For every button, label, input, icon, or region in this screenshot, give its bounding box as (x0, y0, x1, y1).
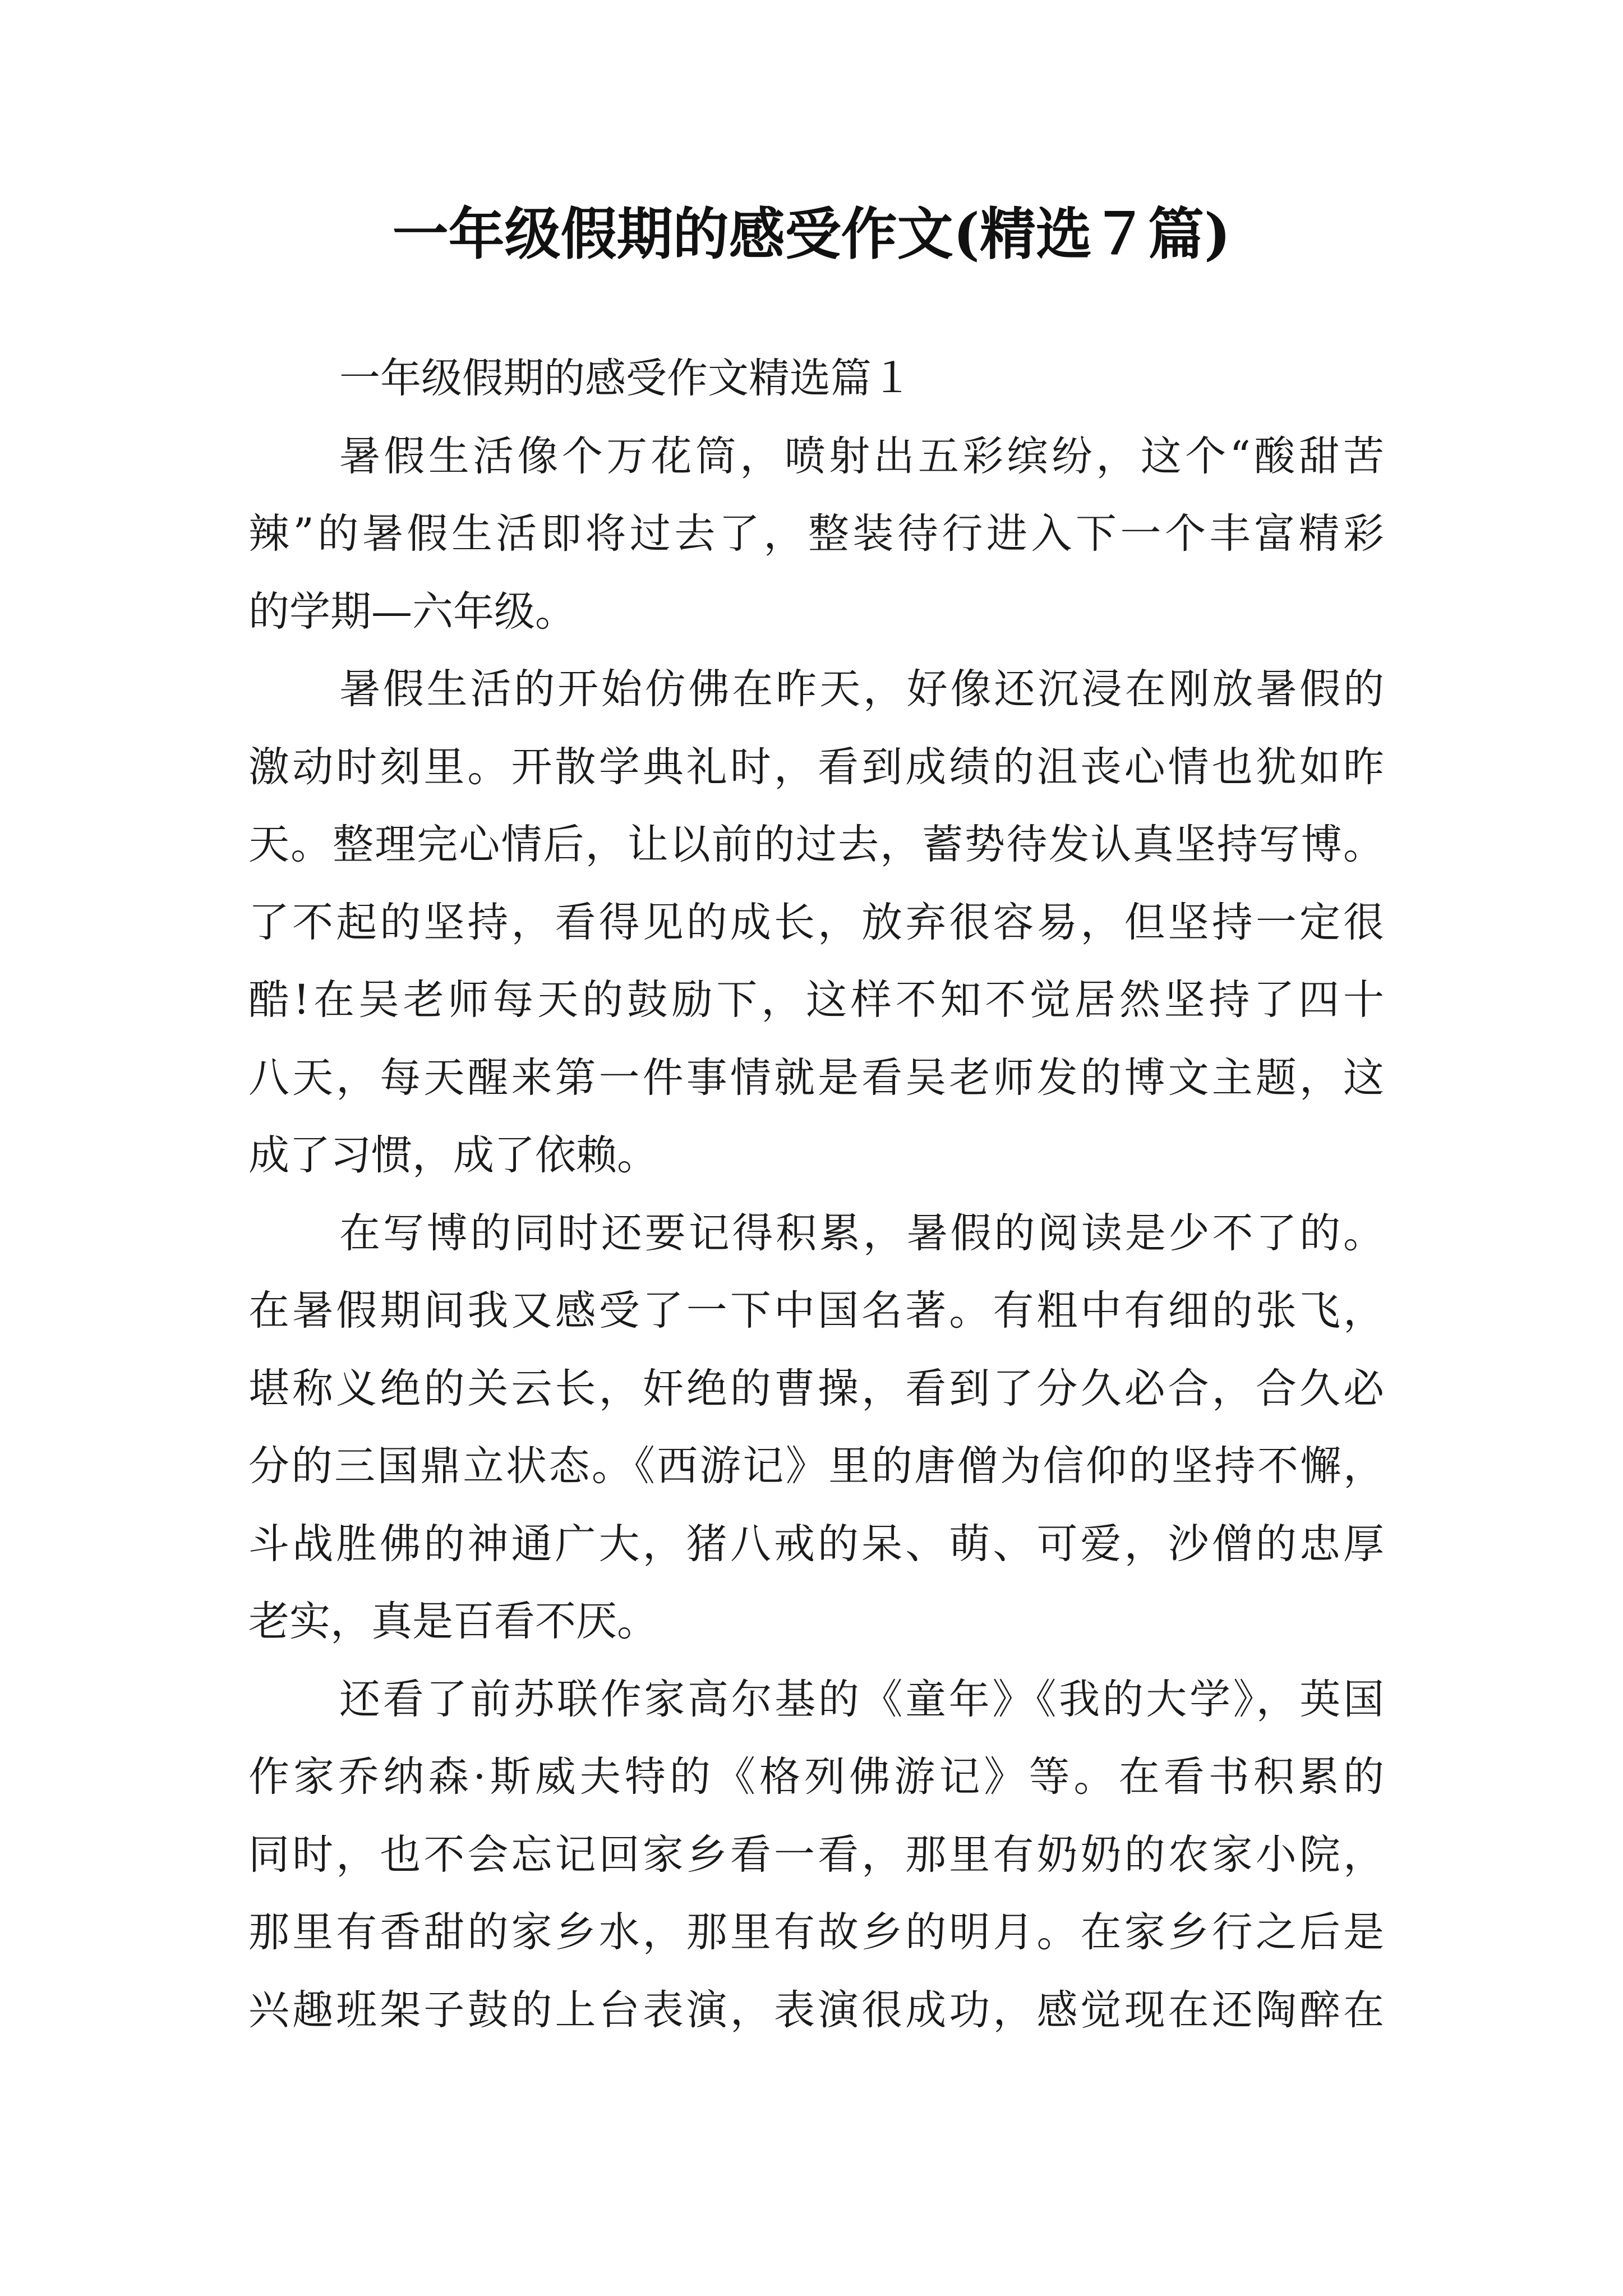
text-line: 了不起的坚持，看得见的成长，放弃很容易，但坚持一定很 (248, 898, 1384, 946)
text-line: 作家乔纳森·斯威夫特的《格列佛游记》等。在看书积累的 (248, 1753, 1384, 1801)
text-line: 的学期—六年级。 (248, 587, 576, 636)
text-line: 在暑假期间我又感受了一下中国名著。有粗中有细的张飞， (248, 1287, 1384, 1335)
text-line: 八天，每天醒来第一件事情就是看吴老师发的博文主题，这 (248, 1053, 1384, 1102)
text-line: 堪称义绝的关云长，奸绝的曹操，看到了分久必合，合久必 (248, 1364, 1384, 1412)
text-line: 那里有香甜的家乡水，那里有故乡的明月。在家乡行之后是 (248, 1908, 1384, 1956)
text-line: 辣”的暑假生活即将过去了，整装待行进入下一个丰富精彩 (248, 510, 1384, 558)
text-line: 暑假生活像个万花筒，喷射出五彩缤纷，这个“酸甜苦 (339, 432, 1384, 480)
document-body (248, 340, 1384, 2049)
text-line: 成了习惯，成了依赖。 (248, 1131, 658, 1179)
text-line: 还看了前苏联作家高尔基的《童年》《我的大学》，英国 (339, 1675, 1384, 1723)
text-line: 酷!在吴老师每天的鼓励下，这样不知不觉居然坚持了四十 (248, 976, 1384, 1024)
text-line: 暑假生活的开始仿佛在昨天，好像还沉浸在刚放暑假的 (339, 665, 1384, 713)
document-title: 一年级假期的感受作文(精选７篇) (392, 201, 1231, 267)
text-line: 兴趣班架子鼓的上台表演，表演很成功，感觉现在还陶醉在 (248, 1986, 1384, 2034)
text-line: 一年级假期的感受作文精选篇１ (339, 355, 912, 402)
text-line: 天。整理完心情后，让以前的过去，蓄势待发认真坚持写博。 (248, 821, 1384, 868)
text-line: 激动时刻里。开散学典礼时，看到成绩的沮丧心情也犹如昨 (248, 743, 1384, 791)
text-line: 斗战胜佛的神通广大，猪八戒的呆、萌、可爱，沙僧的忠厚 (248, 1520, 1384, 1568)
text-line: 分的三国鼎立状态。《西游记》里的唐僧为信仰的坚持不懈， (248, 1442, 1384, 1490)
text-line: 老实，真是百看不厌。 (248, 1598, 658, 1645)
text-line: 同时，也不会忘记回家乡看一看，那里有奶奶的农家小院， (248, 1830, 1384, 1879)
text-line: 在写博的同时还要记得积累，暑假的阅读是少不了的。 (339, 1209, 1384, 1257)
